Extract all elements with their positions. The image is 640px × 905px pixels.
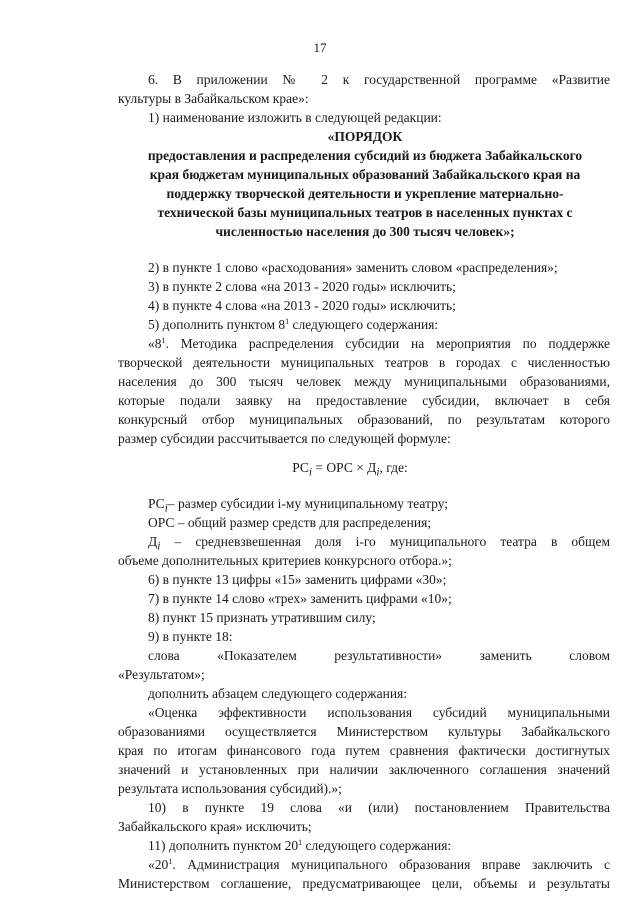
sub5-text [148, 315, 438, 334]
def3-rest: – средневзвешенная доля i-го муниципального театра в общем [160, 534, 610, 549]
sub11-sup: 1 [298, 838, 303, 847]
def1-pc: РС [148, 496, 165, 511]
p8-lead: «8 [148, 336, 162, 351]
p8-line4: которые подали заявку на предоставление субсидии, включает в себя [118, 393, 610, 408]
p20-line1 [148, 855, 610, 874]
p20-lead: «20 [148, 857, 169, 872]
p8-line1-rest: . Методика распределения субсидии на мероприятия по поддержке [165, 336, 610, 351]
p8-line2: творческой деятельности муниципальных театров в городах с численностью [118, 355, 610, 370]
def1-rest: – размер субсидии i-му муниципальному театру; [167, 496, 449, 511]
item6-line1: 6. В приложении № 2 к государственной программе «Развитие [148, 72, 610, 87]
sub6-text: 6) в пункте 13 цифры «15» заменить цифрами «30»; [148, 572, 447, 587]
sub4-text: 4) в пункте 4 слова «на 2013 - 2020 годы» исключить; [148, 298, 456, 313]
quote-line3: края по итогам финансового года путем сравнения фактически достигнутых [118, 743, 610, 758]
sub9a-w4: заменить [479, 648, 532, 663]
formula [0, 458, 640, 483]
sub11-text [148, 836, 451, 855]
formula-end: , где: [379, 460, 408, 475]
sub5-sup: 1 [285, 317, 290, 326]
sub10-line2: Забайкальского края» исключить; [118, 819, 312, 834]
order-title-line5: численностью населения до 300 тысяч человек»; [215, 224, 515, 239]
sub9a-w1: слова [148, 648, 180, 663]
sub10-line1: 10) в пункте 19 слова «и (или) постановлением Правительства [148, 800, 610, 815]
quote-line1: «Оценка эффективности использования субсидий муниципальными [148, 705, 610, 720]
sub9-text: 9) в пункте 18: [148, 629, 233, 644]
sub8-text: 8) пункт 15 признать утратившим силу; [148, 610, 376, 625]
quote-line2: образованиями осуществляется Министерством культуры Забайкальского [118, 724, 610, 739]
sub3-text: 3) в пункте 2 слова «на 2013 - 2020 годы» исключить; [148, 279, 456, 294]
item6-line2: культуры в Забайкальском крае»: [118, 91, 309, 106]
formula-pc: РС [292, 460, 309, 475]
p8-line3: населения до 300 тысяч человек между муниципальными образованиями, [118, 374, 610, 389]
order-title-line3: поддержку творческой деятельности и укрепление материально- [166, 186, 564, 201]
sub7-text: 7) в пункте 14 слово «трех» заменить цифрами «10»; [148, 591, 452, 606]
formula-i: i [308, 466, 313, 479]
def1-i: i [164, 502, 168, 515]
sub5-before: 5) дополнить пунктом 8 [148, 317, 286, 332]
p8-line6: размер субсидии рассчитывается по следующей формуле: [118, 431, 451, 446]
p8-sup: 1 [161, 336, 166, 345]
formula-i2: i [376, 466, 380, 479]
sub9a-w3: результативности» [334, 648, 443, 663]
sub1-text: 1) наименование изложить в следующей редакции: [148, 110, 442, 125]
formula-eq: = ОРС × Д [312, 460, 377, 475]
def3-line2: объеме дополнительных критериев конкурсного отбора.»; [118, 553, 452, 568]
p8-line5: конкурсный отбор муниципальных образований, по результатам которого [118, 412, 610, 427]
sub9a-line1 [148, 646, 610, 665]
page-number: 17 [313, 40, 327, 55]
def3-i: i [157, 540, 161, 553]
order-title-line2: края бюджетам муниципальных образований Забайкальского края на [149, 167, 581, 182]
p8-line1 [148, 334, 610, 353]
quote-line5: результата использования субсидий).»; [118, 781, 342, 796]
addpara-text: дополнить абзацем следующего содержания: [148, 686, 408, 701]
sub5-after: следующего содержания: [289, 317, 439, 332]
order-heading: «ПОРЯДОК [327, 129, 403, 144]
sub11-before: 11) дополнить пунктом 20 [148, 838, 299, 853]
sub9a-line2: «Результатом»; [118, 667, 205, 682]
quote-line4: значений и установленных при наличии заключенного соглашения значений [118, 762, 610, 777]
order-title-line4: технической базы муниципальных театров в населенных пунктах с [157, 205, 573, 220]
p20-sup: 1 [168, 857, 173, 866]
p20-line2: Министерством соглашение, предусматривающее цели, объемы и результаты [118, 876, 610, 891]
p20-line1-rest: . Администрация муниципального образования вправе заключить с [172, 857, 610, 872]
sub11-after: следующего содержания: [302, 838, 452, 853]
sub9a-w2: «Показателем [217, 648, 297, 663]
order-title-line1: предоставления и распределения субсидий из бюджета Забайкальского [147, 148, 583, 163]
sub2-text: 2) в пункте 1 слово «расходования» заменить словом «распределения»; [148, 260, 558, 275]
def3-d: Д [148, 534, 158, 549]
sub9a-w5: словом [569, 648, 611, 663]
def2: ОРС – общий размер средств для распределения; [148, 515, 432, 530]
